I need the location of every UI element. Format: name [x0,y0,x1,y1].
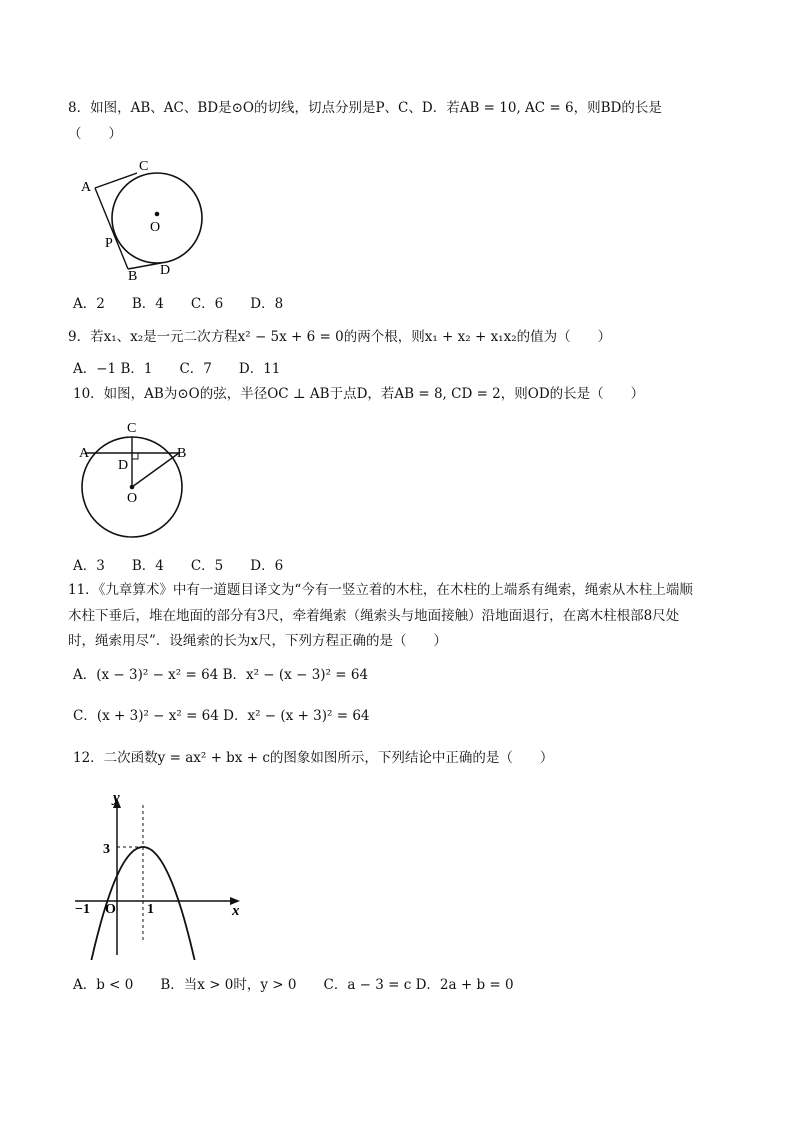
q10-label-d: D [118,458,129,473]
q12-label-1: 1 [147,902,154,917]
q10-segment-ob [132,453,179,487]
q8-label-c: C [139,159,149,174]
q8-label-b: B [128,269,138,282]
q8-segment-ac [95,173,137,188]
q10-label-o: O [127,491,138,506]
q10-label-a: A [79,446,90,461]
q12-options: A．b < 0 B．当x > 0时，y > 0 C．a − 3 = c D．2a + b = 0 [73,977,514,993]
q8-tangent-circle-figure [72,150,212,282]
q11-stem-line3: 时，绳索用尽”．设绳索的长为x尺，下列方程正确的是（ ） [68,633,448,649]
q11-stem-line2: 木柱下垂后，堆在地面的部分有3尺，牵着绳索（绳索头与地面接触）沿地面退行，在离木柱根部8尺处 [68,608,680,624]
q10-label-c: C [127,421,137,436]
q8-segment-ab [95,188,128,269]
q10-stem: 10．如图，AB为⊙O的弦，半径OC ⊥ AB于点D，若AB = 8, CD = 2，则OD的长是（ ） [73,386,645,402]
q8-stem-line1: 8．如图，AB、AC、BD是⊙O的切线，切点分别是P、C、D．若AB = 10, AC = 6，则BD的长是 [68,100,662,116]
q8-label-a: A [81,180,92,195]
q10-label-b: B [177,446,187,461]
q12-label-x: x [232,903,240,919]
q12-parabola-figure [70,785,250,960]
q8-label-o: O [150,220,161,235]
q8-label-p: P [105,236,113,251]
q12-label-y: y [113,790,120,806]
q12-label-neg1: −1 [75,902,90,917]
q12-label-origin: O [105,902,116,917]
q9-options: A．−1 B．1 C．7 D．11 [73,361,281,377]
q10-right-angle-mark [132,453,138,459]
q10-chord-circle-figure [72,412,202,544]
q11-options-cd: C．(x + 3)² − x² = 64 D．x² − (x + 3)² = 64 [73,708,370,724]
q12-stem: 12．二次函数y = ax² + bx + c的图象如图所示，下列结论中正确的是（ ） [73,750,554,766]
q8-label-d: D [160,263,171,278]
q11-stem-line1: 11．《九章算术》中有一道题目译文为“今有一竖立着的木柱，在木柱的上端系有绳索，绳索从木柱上端顺 [68,582,693,598]
q8-options: A．2 B．4 C．6 D．8 [73,296,284,312]
q11-options-ab: A．(x − 3)² − x² = 64 B．x² − (x − 3)² = 64 [73,667,369,683]
q10-center-dot [130,485,135,490]
q8-circle [112,173,202,263]
q8-center-dot [155,212,160,217]
q10-options: A．3 B．4 C．5 D．6 [73,558,284,574]
q9-stem: 9．若x₁、x₂是一元二次方程x² − 5x + 6 = 0的两个根，则x₁ + x₂ + x₁x₂的值为（ ） [68,329,612,345]
q12-parabola-curve [74,847,206,960]
q12-label-3: 3 [103,842,110,857]
q8-stem-line2: （ ） [68,126,122,142]
